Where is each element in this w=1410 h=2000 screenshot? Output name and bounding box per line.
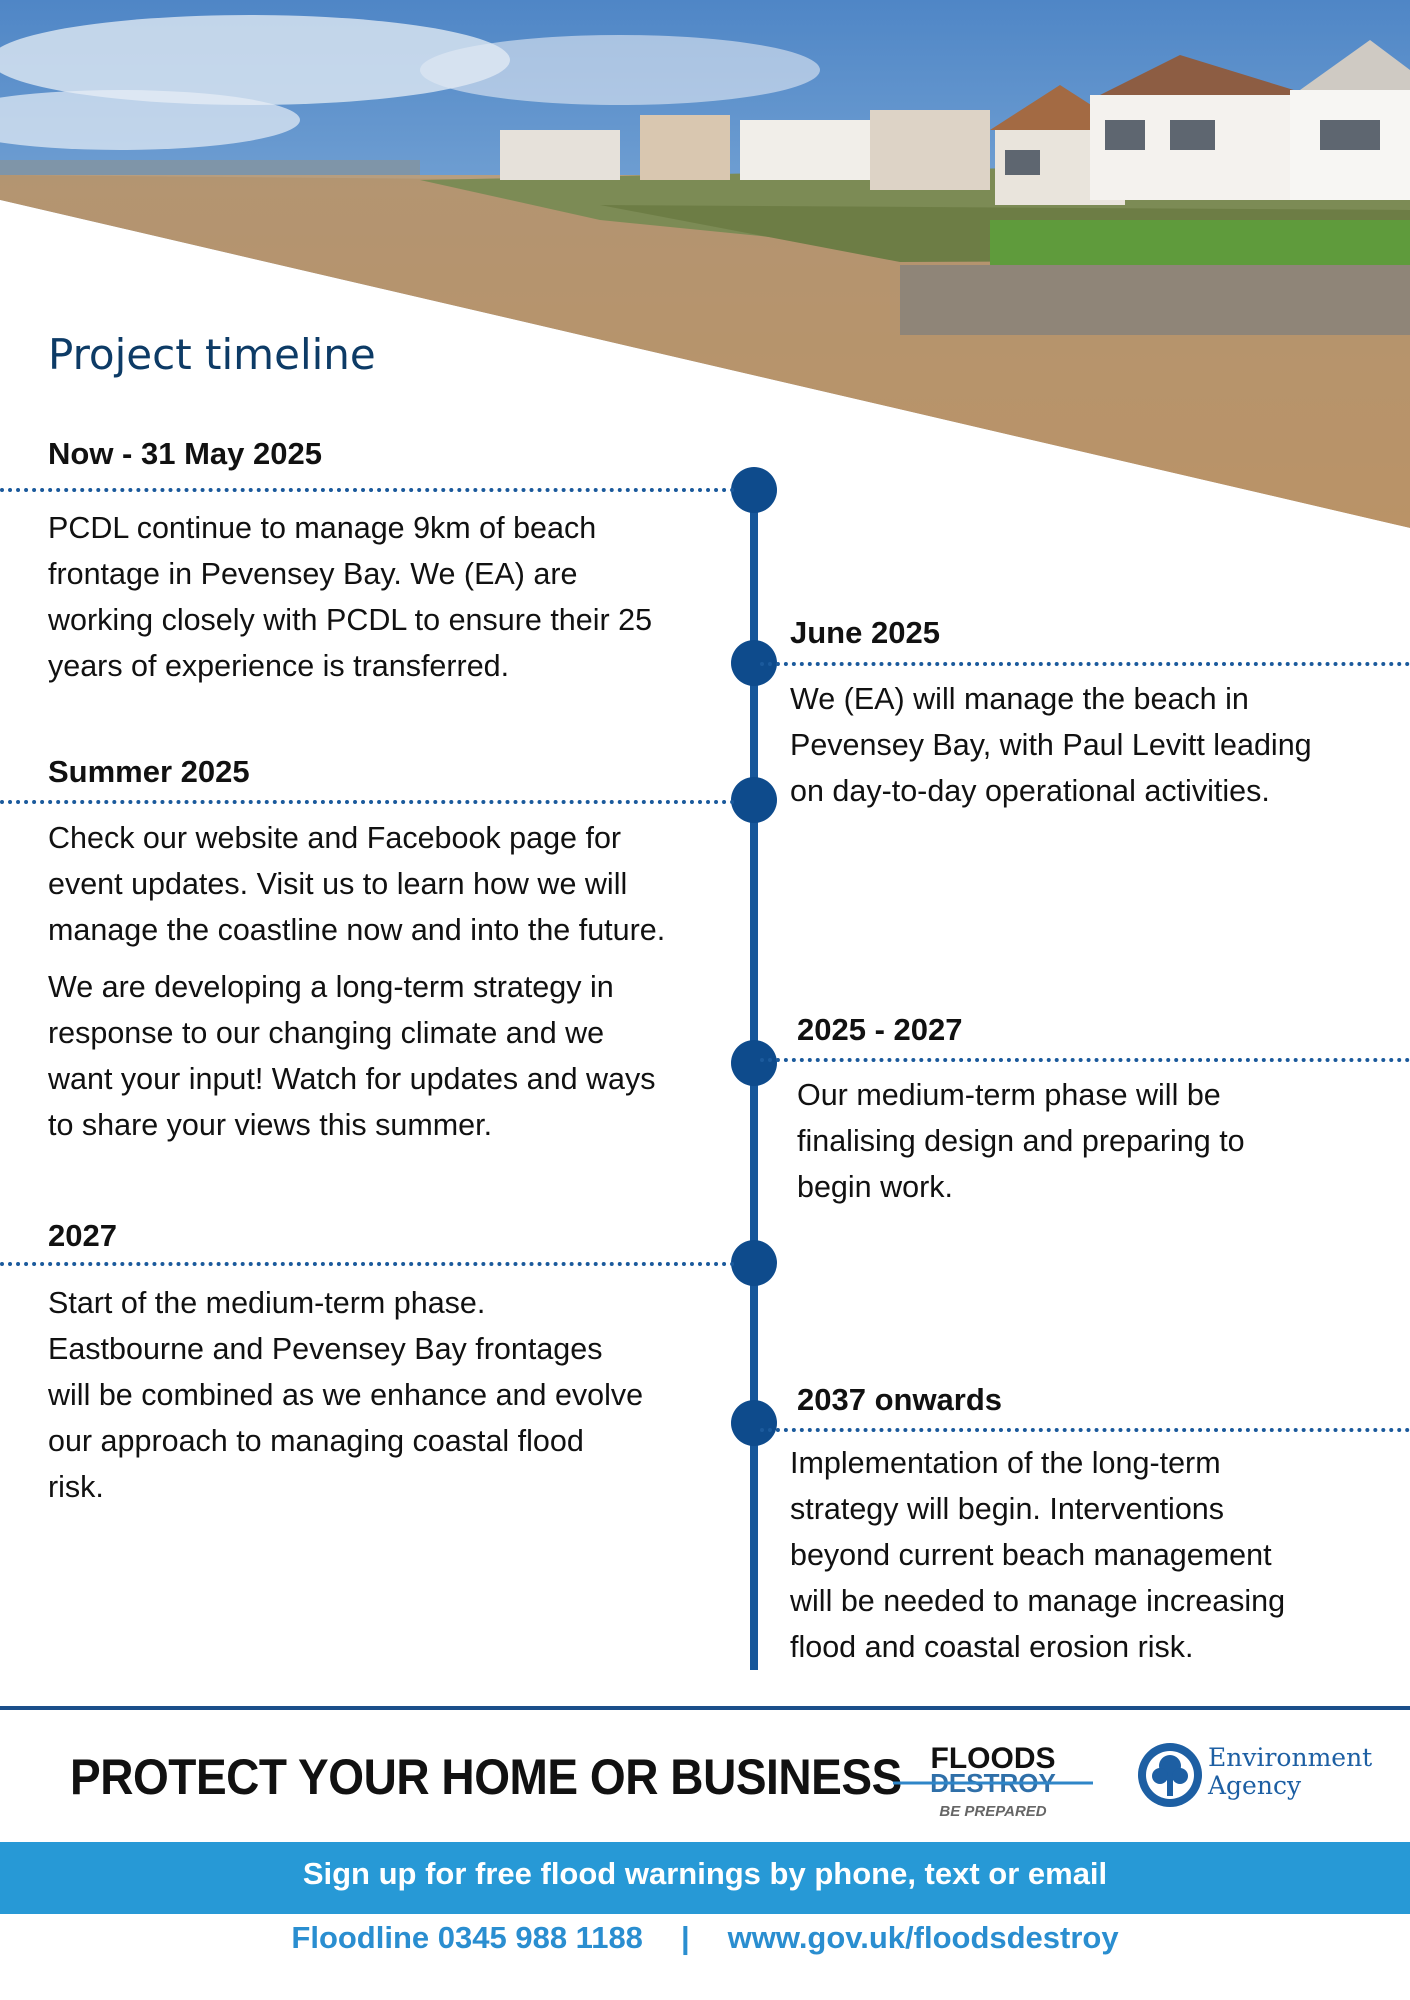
floods-destroy-logo xyxy=(893,1738,1093,1826)
milestone-heading: Summer 2025 xyxy=(48,754,250,789)
dotted-connector xyxy=(760,662,1410,666)
milestone-heading: 2025 - 2027 xyxy=(797,1012,963,1047)
signup-text: Sign up for free flood warnings by phone, text or email xyxy=(302,1856,1108,1891)
milestone-text: Our medium-term phase will be finalising design and preparing to begin work. xyxy=(797,1078,1245,1204)
dotted-connector xyxy=(0,800,735,804)
contact-line xyxy=(0,1920,1410,1956)
milestone-heading: June 2025 xyxy=(790,615,940,650)
environment-agency-logo-icon xyxy=(1135,1740,1205,1810)
environment-agency-wordmark: Environment Agency xyxy=(1208,1743,1373,1800)
floods-logo-line2: DESTROY xyxy=(930,1768,1056,1798)
timeline-node xyxy=(731,467,777,513)
timeline-node xyxy=(731,1240,777,1286)
website-link[interactable]: www.gov.uk/floodsdestroy xyxy=(727,1920,1119,1955)
floods-logo-line3: BE PREPARED xyxy=(939,1803,1047,1820)
protect-heading: PROTECT YOUR HOME OR BUSINESS xyxy=(70,1749,902,1805)
dotted-connector xyxy=(0,1262,735,1266)
milestone-text: Start of the medium-term phase. Eastbourne and Pevensey Bay frontages will be combined as we enhance and evolve our approach to managing coastal flood risk. xyxy=(48,1286,644,1504)
timeline-node xyxy=(731,1400,777,1446)
contact-separator: | xyxy=(680,1920,690,1955)
timeline-node xyxy=(731,777,777,823)
timeline-node xyxy=(731,1040,777,1086)
milestone-text: Implementation of the long-term strategy will begin. Interventions beyond current beach management will be needed to manage increasing flood and coastal erosion risk. xyxy=(790,1446,1286,1664)
dotted-connector xyxy=(760,1058,1410,1062)
milestone-text: Check our website and Facebook page for event updates. Visit us to learn how we will manage the coastline now and into the future. xyxy=(48,821,666,947)
page-title: Project timeline xyxy=(48,330,376,379)
milestone-heading: 2027 xyxy=(48,1218,117,1253)
floodline-number[interactable]: Floodline 0345 988 1188 xyxy=(291,1920,643,1955)
milestone-text: We are developing a long-term strategy in response to our changing climate and we want your input! Watch for updates and ways to share your views this summer. xyxy=(48,970,656,1142)
footer-divider xyxy=(0,1706,1410,1710)
dotted-connector xyxy=(0,488,735,492)
floods-logo-line1: FLOODS xyxy=(930,1742,1056,1775)
dotted-connector xyxy=(760,1428,1410,1432)
milestone-text: We (EA) will manage the beach in Pevensey Bay, with Paul Levitt leading on day-to-day operational activities. xyxy=(790,682,1312,808)
milestone-text: PCDL continue to manage 9km of beach frontage in Pevensey Bay. We (EA) are working closely with PCDL to ensure their 25 years of experience is transferred. xyxy=(48,511,653,683)
milestone-heading: 2037 onwards xyxy=(797,1382,1003,1417)
milestone-heading: Now - 31 May 2025 xyxy=(48,436,322,471)
